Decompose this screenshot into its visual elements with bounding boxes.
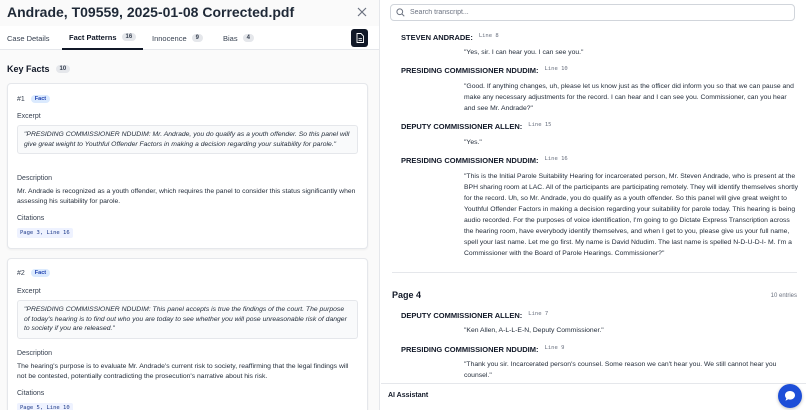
fact-card[interactable] <box>7 258 368 410</box>
export-document-button[interactable] <box>351 29 368 47</box>
tab-label: Innocence <box>152 33 187 43</box>
utterance-text: "Yes." <box>464 139 482 146</box>
tab-label: Case Details <box>7 33 50 43</box>
search-input[interactable] <box>410 9 790 16</box>
fact-description: Mr. Andrade is recognized as a youth offender, which requires the panel to consider this status significantly when assessing his suitability for parole. <box>17 188 356 205</box>
key-facts-count: 10 <box>56 65 71 73</box>
line-number[interactable]: Line 8 <box>478 33 499 39</box>
line-number[interactable]: Line 7 <box>528 311 549 317</box>
line-number[interactable]: Line 9 <box>544 345 565 351</box>
citations-label: Citations <box>17 390 45 397</box>
citations-label: Citations <box>17 215 45 222</box>
close-icon <box>357 7 367 17</box>
line-number[interactable]: Line 10 <box>544 66 568 72</box>
transcript-panel <box>381 0 806 410</box>
chat-button[interactable] <box>778 384 802 408</box>
key-facts-heading <box>7 64 70 74</box>
excerpt-quote: "PRESIDING COMMISSIONER NDUDIM: Mr. Andrade, you do qualify as a youth offender. So this panel will give great weight to Youthful Offender Factors in making a decision regarding your suitability for parole." <box>17 125 358 154</box>
speaker-name <box>401 66 568 75</box>
speaker-label: PRESIDING COMMISSIONER NDUDIM: <box>401 66 539 75</box>
speaker-label: STEVEN ANDRADE: <box>401 33 473 42</box>
fact-card[interactable] <box>7 83 368 249</box>
tab-bias[interactable] <box>216 26 261 50</box>
excerpt-label: Excerpt <box>17 288 41 295</box>
fact-type-badge: Fact <box>31 269 50 277</box>
fact-description: The hearing's purpose is to evaluate Mr. Andrade's current risk to society, reaffirming that the legal findings will not be contested, potentially contradicting the prosecution's narrative about his risk. <box>17 363 349 380</box>
speaker-name <box>401 122 551 131</box>
analysis-panel <box>0 0 380 410</box>
utterance-text: "Thank you sir. Incarcerated person's counsel. Some reason we can't hear you. We still cannot hear you counsel." <box>464 361 777 379</box>
utterance-text: "Yes, sir. I can hear you. I can see you." <box>464 49 584 56</box>
close-button[interactable] <box>355 5 369 19</box>
speaker-name <box>401 33 499 42</box>
speaker-label: DEPUTY COMMISSIONER ALLEN: <box>401 122 523 131</box>
tab-count-badge: 4 <box>243 34 254 42</box>
speaker-name <box>401 311 548 320</box>
citation-link[interactable]: Page 3, Line 16 <box>17 228 73 238</box>
fact-type-badge: Fact <box>31 95 50 103</box>
fact-card-header <box>17 95 50 103</box>
description-label: Description <box>17 350 53 357</box>
fact-number: #2 <box>17 269 25 277</box>
utterance-text: "Ken Allen, A-L-L-E-N, Deputy Commissioner." <box>464 327 604 334</box>
page-heading: Page 4 <box>392 290 422 300</box>
search-icon <box>396 8 405 17</box>
speaker-label: PRESIDING COMMISSIONER NDUDIM: <box>401 345 539 354</box>
page-entries-count: 10 entries <box>770 293 797 299</box>
speaker-label: DEPUTY COMMISSIONER ALLEN: <box>401 311 523 320</box>
tab-fact-patterns[interactable] <box>62 26 143 50</box>
ai-assistant-label: AI Assistant <box>388 392 429 399</box>
tab-count-badge: 9 <box>192 34 203 42</box>
citation-link[interactable]: Page 5, Line 10 <box>17 403 73 410</box>
fact-card-header <box>17 269 50 277</box>
speaker-name <box>401 156 568 165</box>
line-number[interactable]: Line 16 <box>544 156 568 162</box>
utterance-text: "Good. If anything changes, uh, please let us know just as the officer did inform you so that we can pause and make any necessary adjustments for the record. I can hear and I can see you. Commissioner, can you hear and see Mr. Andrade?" <box>464 83 794 112</box>
line-number[interactable]: Line 15 <box>528 122 552 128</box>
ai-assistant-bar[interactable] <box>381 383 806 410</box>
section-title-text: Key Facts <box>7 64 50 74</box>
tab-label: Fact Patterns <box>69 32 117 42</box>
tab-label: Bias <box>223 33 238 43</box>
chat-bubble-icon <box>784 390 796 402</box>
document-icon <box>356 33 364 43</box>
tab-case-details[interactable] <box>0 26 57 50</box>
document-title: Andrade, T09559, 2025-01-08 Corrected.pdf <box>7 4 295 20</box>
utterance-text: "This is the Initial Parole Suitability Hearing for incarcerated person, Mr. Steven Andrade, who is present at the BPH sharing room at LAC. All of the participants are participating remotely. They will identify themselves shortly for the record. Uh, so Mr. Andrade, you do qualify as a youth offender. So this panel will give great weight to Youthful Offender Factors in making a decision regarding your suitability for parole today. This hearing is being audio recorded. For the purposes of voice identification, I'm going to go Dictate Express Transcription across the hearing room, have everybody identify themselves, and when I get to you, please give us your full name, spell your last name. Let me go first. My name is David Ndudim. The last name is spelled N-D-U-D-I- M. I'm a Commissioner with the Board of Parole Hearings. Commissioner?" <box>464 173 799 257</box>
tab-count-badge: 16 <box>122 33 137 41</box>
excerpt-quote: "PRESIDING COMMISSIONER NDUDIM: This panel accepts is true the findings of the court. The purpose of today's hearing is to find out who you are today to see whether you will pose unreasonable risk of danger to society if you are released." <box>17 300 358 339</box>
page-divider <box>392 272 797 273</box>
speaker-label: PRESIDING COMMISSIONER NDUDIM: <box>401 156 539 165</box>
speaker-name <box>401 345 564 354</box>
excerpt-label: Excerpt <box>17 113 41 120</box>
transcript-search[interactable] <box>390 4 795 21</box>
description-label: Description <box>17 175 53 182</box>
fact-number: #1 <box>17 95 25 103</box>
tab-bar <box>0 26 380 50</box>
tab-innocence[interactable] <box>145 26 210 50</box>
